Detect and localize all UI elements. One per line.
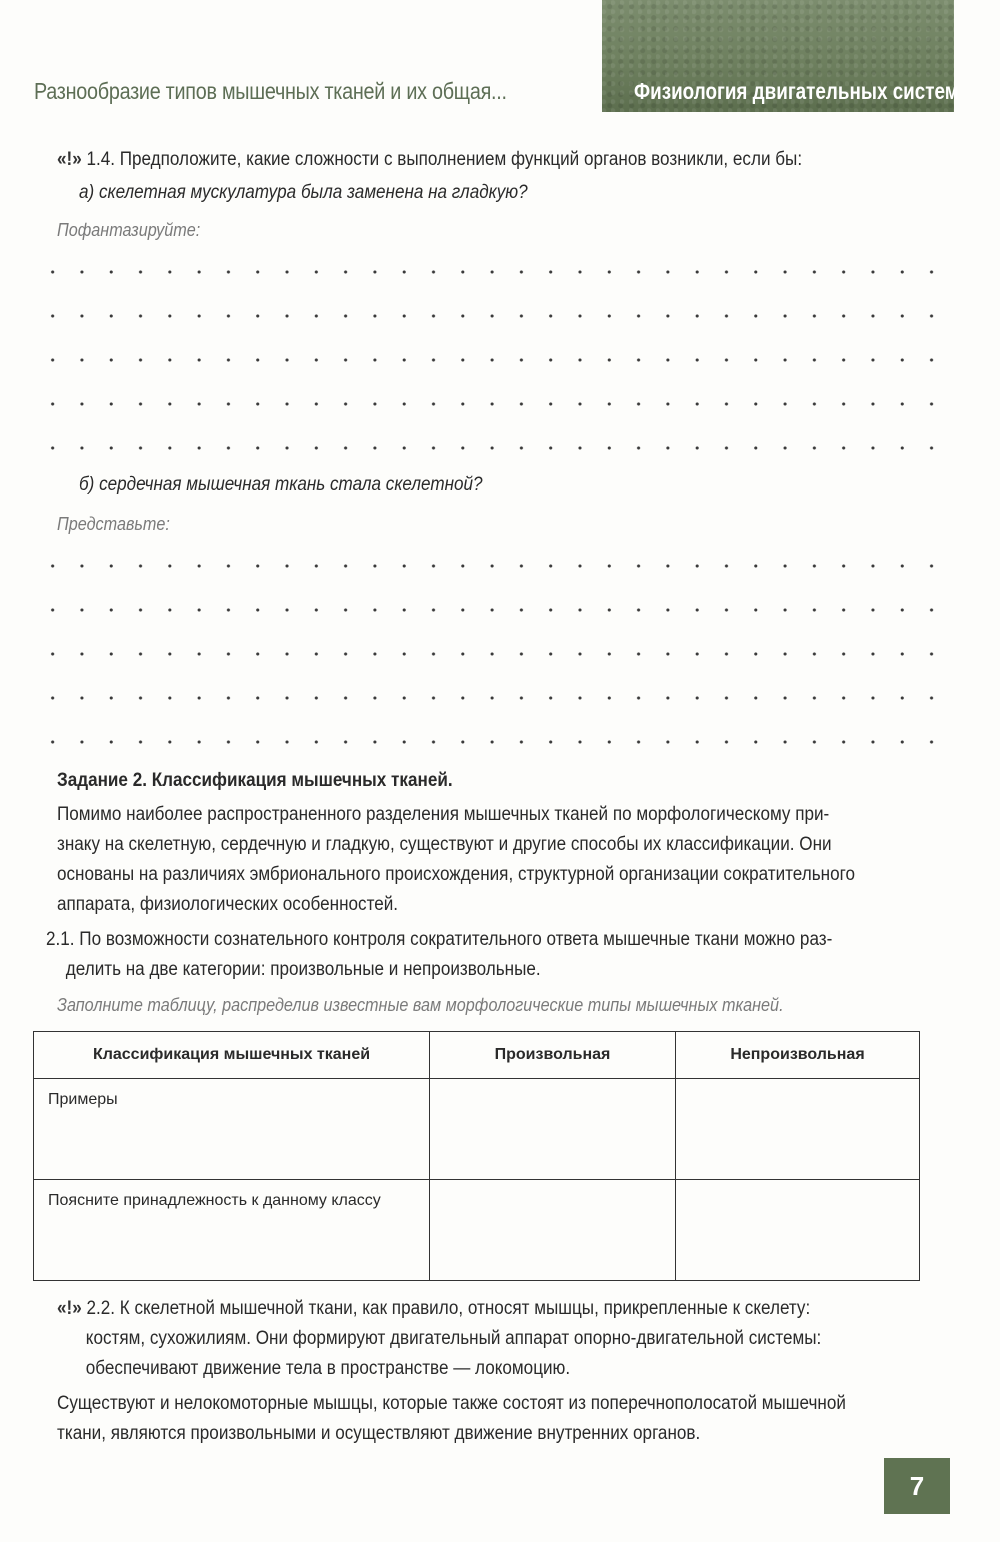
important-mark: «!» [57, 149, 82, 170]
table-header: Классификация мышечных тканей [34, 1032, 430, 1079]
answer-cell[interactable] [676, 1079, 920, 1180]
question-2-1-line: делить на две категории: произвольные и непроизвольные. [65, 959, 541, 980]
question-2-2-line: костям, сухожилиям. Они формируют двигательный аппарат опорно-двигательной системы: [85, 1328, 822, 1349]
answer-line[interactable] [38, 445, 938, 451]
intro-line: аппарата, физиологических особенностей. [57, 894, 399, 915]
answer-line[interactable] [38, 739, 938, 745]
question-1-4-a: а) скелетная мускулатура была заменена на гладкую? [79, 182, 528, 203]
row-label: Примеры [34, 1079, 430, 1180]
answer-cell[interactable] [430, 1180, 676, 1281]
answer-line[interactable] [38, 313, 938, 319]
important-mark: «!» [57, 1298, 82, 1319]
classification-table [33, 1031, 920, 1281]
table-header: Непроизвольная [676, 1032, 920, 1079]
table-header-row [34, 1032, 920, 1079]
section-banner [602, 0, 959, 112]
table-instruction: Заполните таблицу, распределив известные вам морфологические типы мышечных тканей. [57, 995, 784, 1015]
hint-imagine: Представьте: [57, 514, 170, 534]
answer-line[interactable] [38, 357, 938, 363]
question-2-2-line: 2.2. К скелетной мышечной ткани, как правило, относят мышцы, прикрепленные к скелету: [86, 1298, 811, 1319]
intro-line: знаку на скелетную, сердечную и гладкую, существуют и другие способы их классификации. Они [57, 834, 832, 855]
question-2-2 [57, 1294, 821, 1384]
closing-line: ткани, являются произвольными и осуществляют движение внутренних органов. [57, 1423, 701, 1444]
task-2-intro [57, 800, 855, 920]
answer-cell[interactable] [430, 1079, 676, 1180]
page-number: 7 [884, 1458, 950, 1514]
answer-line[interactable] [38, 651, 938, 657]
table-header: Произвольная [430, 1032, 676, 1079]
answer-line[interactable] [38, 269, 938, 275]
intro-line: основаны на различиях эмбрионального происхождения, структурной организации сократительного [57, 864, 855, 885]
question-1-4 [57, 145, 802, 175]
question-2-1-line: 2.1. По возможности сознательного контроля сократительного ответа мышечные ткани можно раз- [46, 929, 833, 950]
answer-cell[interactable] [676, 1180, 920, 1281]
task-2-heading: Задание 2. Классификация мышечных тканей. [57, 770, 453, 791]
hint-fantasize: Пофантазируйте: [57, 220, 201, 240]
closing-line: Существуют и нелокомоторные мышцы, которые также состоят из поперечнополосатой мышечной [57, 1393, 846, 1414]
table-row [34, 1079, 920, 1180]
closing-paragraph [57, 1389, 846, 1449]
intro-line: Помимо наиболее распространенного разделения мышечных тканей по морфологическому при- [57, 804, 830, 825]
row-label: Поясните принадлежность к данному классу [34, 1180, 430, 1281]
question-1-4-text: 1.4. Предположите, какие сложности с выполнением функций органов возникли, если бы: [86, 149, 803, 170]
answer-line[interactable] [38, 607, 938, 613]
answer-line[interactable] [38, 695, 938, 701]
running-title: Разнообразие типов мышечных тканей и их общая... [34, 78, 507, 104]
question-2-2-line: обеспечивают движение тела в пространстве — локомоцию. [85, 1358, 571, 1379]
answer-line[interactable] [38, 401, 938, 407]
question-2-1 [46, 925, 832, 985]
table-row [34, 1180, 920, 1281]
answer-line[interactable] [38, 563, 938, 569]
section-title: Физиология двигательных систем [634, 78, 959, 104]
question-1-4-b: б) сердечная мышечная ткань стала скелетной? [79, 474, 483, 495]
